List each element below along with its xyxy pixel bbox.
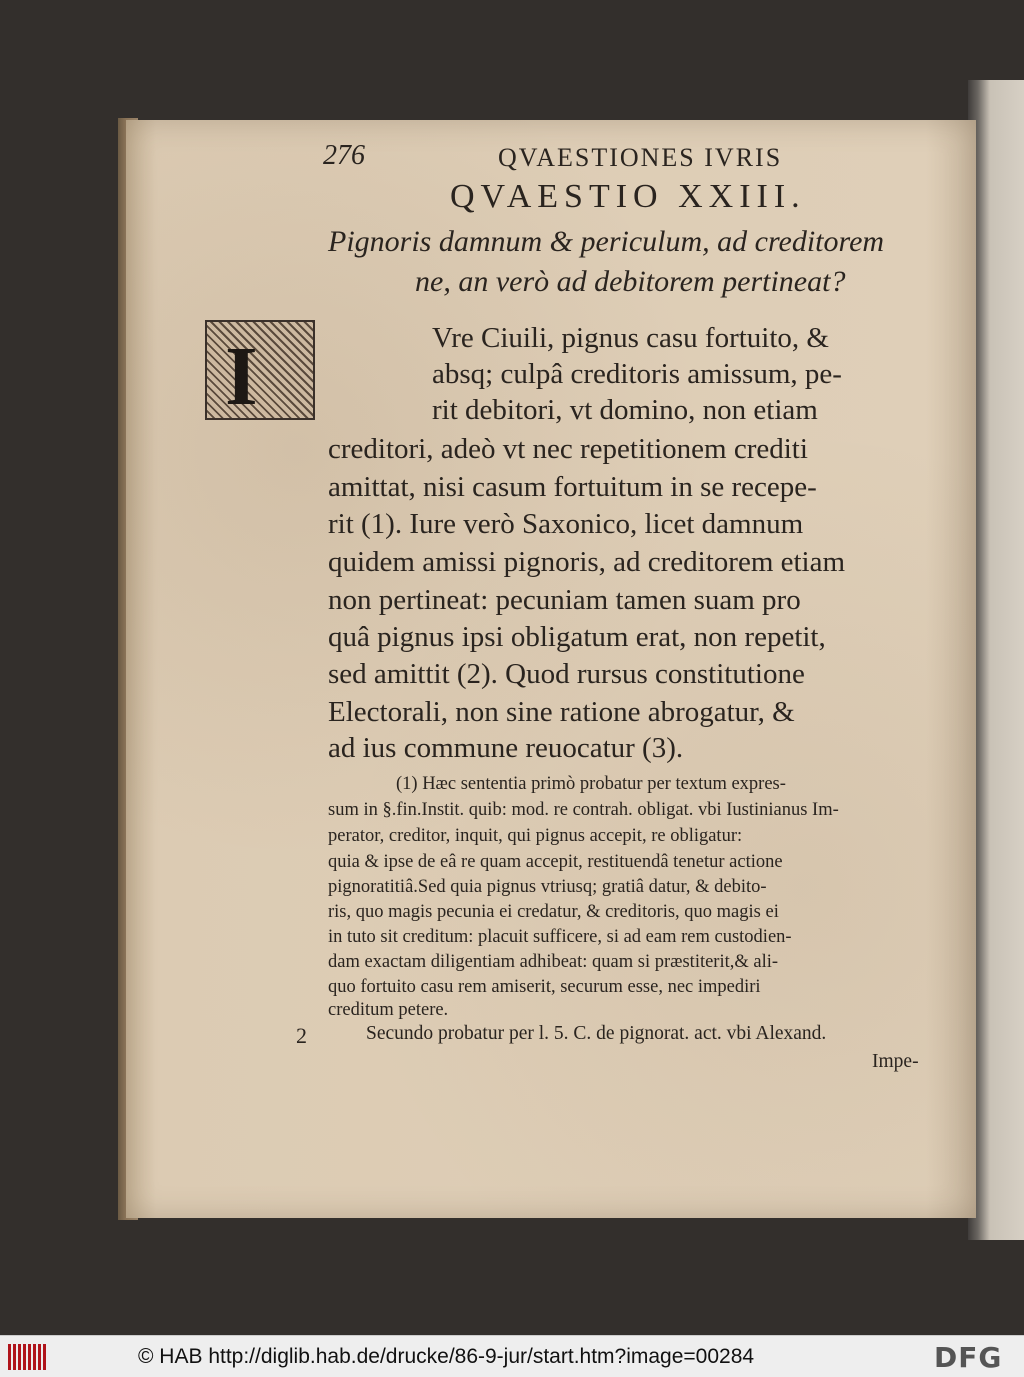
body-line-1: Vre Ciuili, pignus casu fortuito, & [432,322,829,354]
footer-credit-link[interactable]: © HAB http://diglib.hab.de/drucke/86-9-jur/start.htm?image=00284 [138,1345,755,1368]
body-line-4: creditori, adeò vt nec repetitionem crediti [328,433,808,465]
note-line-last: Secundo probatur per l. 5. C. de pignorat. act. vbi Alexand. [366,1023,827,1044]
body-line-11: Electorali, non sine ratione abrogatur, & [328,696,795,728]
note-line-9: quo fortuito casu rem amiserit, securum esse, nec impediri [328,977,761,997]
note-line-6: ris, quo magis pecunia ei credatur, & creditoris, quo magis ei [328,902,779,922]
subtitle-line-1: Pignoris damnum & periculum, ad creditorem [328,225,885,258]
body-line-12: ad ius commune reuocatur (3). [328,732,684,764]
question-title: QVAESTIO XXIII. [450,178,806,215]
note-line-8: dam exactam diligentiam adhibeat: quam si præstiterit,& ali- [328,952,779,972]
hab-logo-icon [8,1344,48,1370]
body-line-7: quidem amissi pignoris, ad creditorem etiam [328,546,846,578]
adjacent-page-edge [968,80,1024,1240]
body-line-9: quâ pignus ipsi obligatum erat, non repetit, [328,621,826,653]
running-head: QVAESTIONES IVRIS [498,143,783,172]
body-line-2: absq; culpâ creditoris amissum, pe- [432,358,842,390]
body-line-8: non pertineat: pecuniam tamen suam pro [328,584,801,616]
note-line-7: in tuto sit creditum: placuit sufficere, si ad eam rem custodien- [328,927,792,947]
note-line-4: quia & ipse de eâ re quam accepit, restituendâ tenetur actione [328,852,783,872]
decorated-initial [205,320,315,423]
catchword: Impe- [872,1051,919,1072]
footer-bar [0,1335,1024,1377]
body-line-6: rit (1). Iure verò Saxonico, licet damnum [328,508,804,540]
page-number: 276 [323,140,365,171]
body-line-10: sed amittit (2). Quod rursus constitutione [328,658,805,690]
note-line-10: creditum petere. [328,1000,449,1020]
note-line-2: sum in §.fin.Instit. quib: mod. re contrah. obligat. vbi Iustinianus Im- [328,800,839,820]
body-line-3: rit debitori, vt domino, non etiam [432,394,818,426]
initial-letter: I [225,330,258,423]
subtitle-line-2: ne, an verò ad debitorem pertineat? [415,265,846,298]
note-line-1: (1) Hæc sententia primò probatur per textum expres- [396,774,786,794]
note-line-3: perator, creditor, inquit, qui pignus accepit, re obligatur: [328,826,743,846]
margin-number: 2 [296,1023,307,1048]
body-line-5: amittat, nisi casum fortuitum in se recepe- [328,471,817,503]
note-line-5: pignoratitiâ.Sed quia pignus vtriusq; gratiâ datur, & debito- [328,877,767,897]
dfg-logo: DFG [934,1341,1003,1374]
